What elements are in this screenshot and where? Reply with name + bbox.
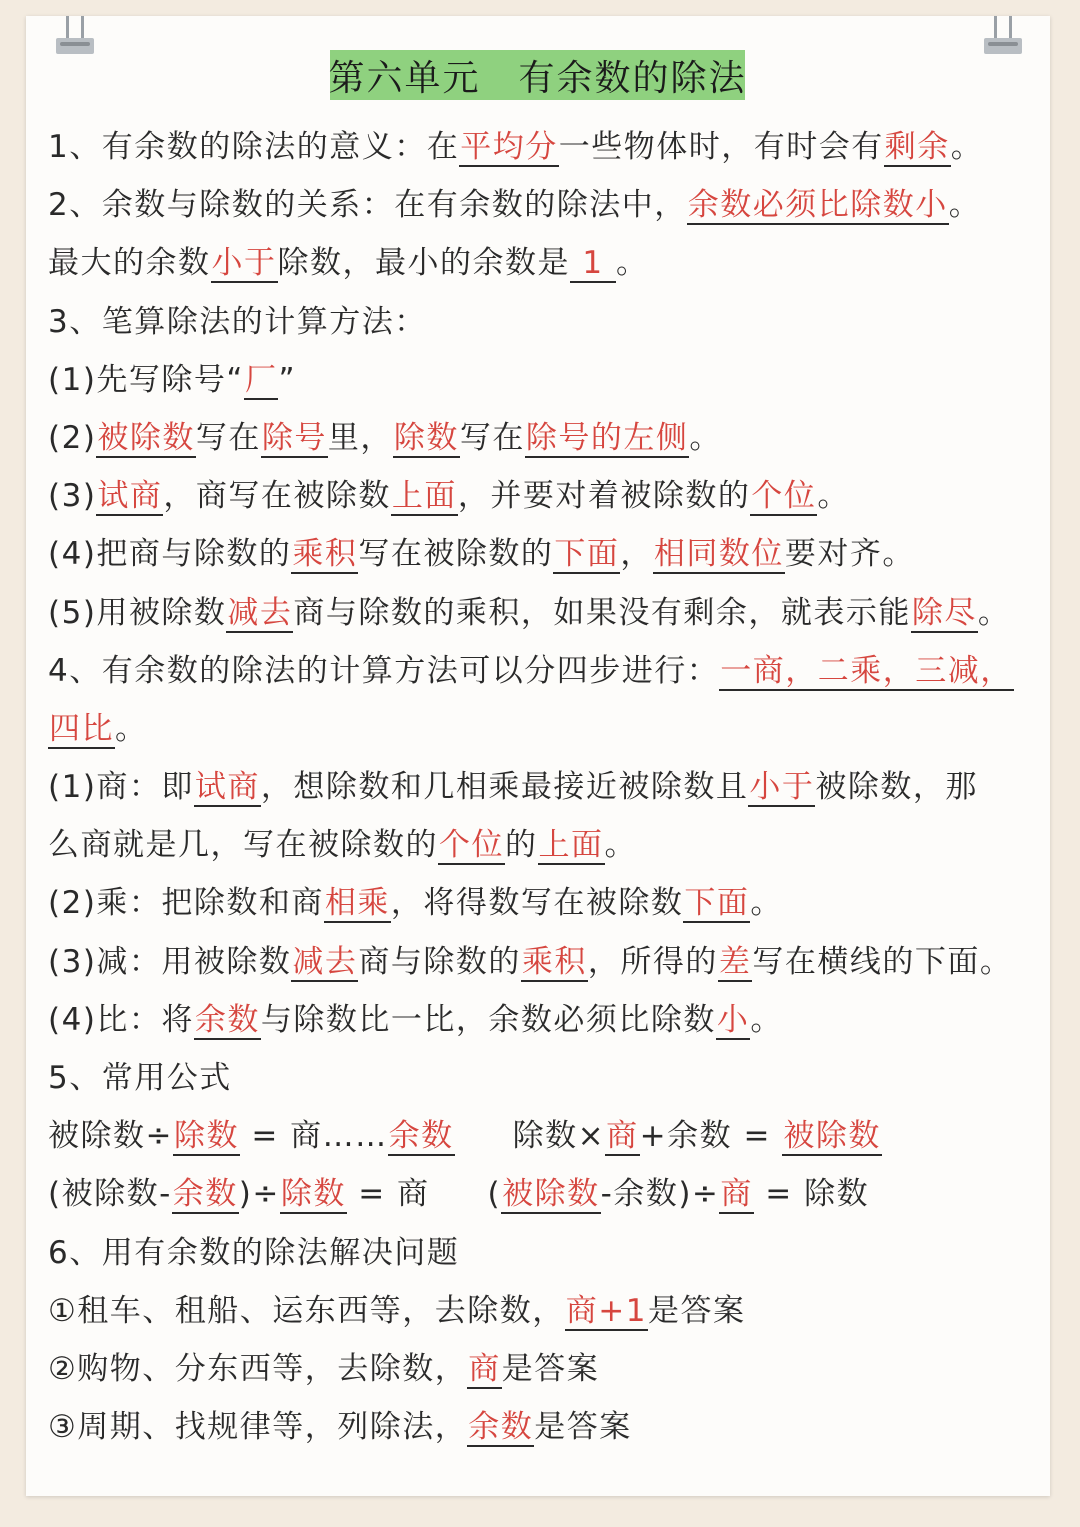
fill-in-answer: 除号 bbox=[261, 419, 327, 456]
note-text: (2) bbox=[48, 419, 97, 456]
note-text: 写在 bbox=[459, 419, 525, 456]
note-text: ③周期、找规律等，列除法， bbox=[48, 1409, 468, 1446]
fill-in-answer: 试商 bbox=[194, 769, 260, 806]
fill-in-answer: 相乘 bbox=[324, 885, 390, 922]
note-line bbox=[48, 816, 1053, 874]
note-text: 。 bbox=[817, 478, 850, 515]
note-text: 6、用有余数的除法解决问题 bbox=[48, 1234, 460, 1271]
note-text: = 商 bbox=[346, 1176, 430, 1213]
note-line bbox=[48, 1165, 1053, 1223]
note-text: 除数，最小的余数是 bbox=[277, 245, 570, 282]
note-line bbox=[48, 642, 1053, 700]
note-text: 与除数比一比，余数必须比除数 bbox=[260, 1001, 716, 1038]
fill-in-answer: 个位 bbox=[751, 478, 817, 515]
fill-in-answer: 商 bbox=[606, 1118, 639, 1155]
note-text: (3) bbox=[48, 478, 97, 515]
fill-in-answer: 试商 bbox=[97, 478, 163, 515]
notes-body bbox=[48, 118, 1053, 1456]
note-text: 。 bbox=[604, 827, 637, 864]
note-text: 里， bbox=[327, 419, 393, 456]
fill-in-answer: 被除数 bbox=[97, 419, 195, 456]
note-line bbox=[48, 584, 1053, 642]
fill-in-answer: 乘积 bbox=[292, 536, 358, 573]
fill-in-answer: 商+1 bbox=[565, 1292, 647, 1329]
fill-in-answer: 下面 bbox=[684, 885, 750, 922]
note-text: -余数)÷ bbox=[600, 1176, 720, 1213]
note-line bbox=[48, 700, 1053, 758]
fill-in-answer: 厂 bbox=[244, 361, 278, 398]
note-text: ” bbox=[278, 361, 297, 398]
note-text: 。 bbox=[115, 710, 148, 747]
note-line bbox=[48, 118, 1053, 176]
note-line bbox=[48, 758, 1053, 816]
note-line bbox=[48, 351, 1053, 409]
note-text: 的 bbox=[505, 827, 538, 864]
note-text: = 除数 bbox=[753, 1176, 870, 1213]
note-text: +余数 = bbox=[639, 1118, 783, 1155]
fill-in-answer: 被除数 bbox=[502, 1176, 600, 1213]
note-text: 被除数，那 bbox=[815, 769, 978, 806]
note-text: (3)减：用被除数 bbox=[48, 943, 292, 980]
note-text: ，将得数写在被除数 bbox=[390, 885, 684, 922]
fill-in-answer: 商 bbox=[468, 1350, 501, 1387]
fill-in-answer: 上面 bbox=[538, 827, 604, 864]
fill-in-answer: 个位 bbox=[439, 827, 504, 864]
note-text: ，商写在被除数 bbox=[163, 478, 391, 515]
fill-in-answer: 相同数位 bbox=[653, 536, 784, 573]
note-text: 是答案 bbox=[501, 1350, 600, 1387]
note-text: (1)先写除号“ bbox=[48, 361, 244, 398]
note-text: )÷ bbox=[238, 1176, 280, 1213]
fill-in-answer: 被除数 bbox=[783, 1118, 881, 1155]
note-text: ，所得的 bbox=[587, 943, 718, 980]
note-text: 。 bbox=[615, 245, 649, 282]
note-text: ①租车、租船、运东西等，去除数， bbox=[48, 1292, 565, 1329]
fill-in-answer: 小于 bbox=[749, 769, 815, 806]
fill-in-answer: 余数 bbox=[172, 1176, 238, 1213]
fill-in-answer: 余数 bbox=[468, 1409, 534, 1446]
note-text: 是答案 bbox=[534, 1409, 632, 1446]
note-text: ②购物、分东西等，去除数， bbox=[48, 1350, 468, 1387]
note-text: 写在被除数的 bbox=[358, 536, 554, 573]
note-line bbox=[48, 234, 1053, 292]
note-line bbox=[48, 525, 1053, 583]
note-line bbox=[48, 933, 1053, 991]
note-text: 。 bbox=[750, 1001, 783, 1038]
note-text: 2、余数与除数的关系：在有余数的除法中， bbox=[48, 187, 687, 224]
fill-in-answer: 除数 bbox=[280, 1176, 346, 1213]
note-text: ， bbox=[620, 536, 653, 573]
note-text: (2)乘：把除数和商 bbox=[48, 885, 324, 922]
note-line bbox=[48, 409, 1053, 467]
note-line bbox=[48, 991, 1053, 1049]
fill-in-answer: 余数必须比除数小 bbox=[687, 187, 948, 224]
fill-in-answer: 1 bbox=[571, 245, 615, 282]
fill-in-answer: 除尽 bbox=[911, 594, 977, 631]
fill-in-answer: 除数 bbox=[393, 419, 459, 456]
note-text: 除数× bbox=[512, 1118, 606, 1155]
note-text: 是答案 bbox=[648, 1292, 746, 1329]
note-text: 。 bbox=[750, 885, 783, 922]
note-text: 1、有余数的除法的意义：在 bbox=[48, 129, 460, 165]
fill-in-answer: 乘积 bbox=[521, 943, 587, 980]
note-text: = 商…… bbox=[239, 1118, 388, 1155]
note-text: 。 bbox=[689, 419, 722, 456]
note-text: (被除数- bbox=[48, 1176, 172, 1213]
fill-in-answer: 余数 bbox=[388, 1118, 454, 1155]
binder-clip-icon bbox=[984, 16, 1022, 56]
note-line bbox=[48, 1398, 1053, 1456]
note-line bbox=[48, 1340, 1053, 1398]
binder-clip-icon bbox=[56, 16, 94, 56]
note-text: (4)比：将 bbox=[48, 1001, 194, 1038]
fill-in-answer: 余数 bbox=[194, 1001, 260, 1038]
note-text: 一些物体时，有时会有 bbox=[558, 129, 884, 165]
note-text: 么商就是几，写在被除数的 bbox=[48, 827, 438, 864]
fill-in-answer: 减去 bbox=[227, 594, 293, 631]
note-text: 被除数÷ bbox=[48, 1118, 173, 1155]
note-text: 。 bbox=[948, 187, 982, 224]
fill-in-answer: 下面 bbox=[554, 536, 620, 573]
note-text: 商与除数的乘积，如果没有剩余，就表示能 bbox=[293, 594, 911, 631]
fill-in-answer: 差 bbox=[718, 943, 752, 980]
fill-in-answer: 剩余 bbox=[884, 129, 950, 165]
note-line bbox=[48, 1282, 1053, 1340]
note-text: (1)商：即 bbox=[48, 769, 194, 806]
fill-in-answer: 小于 bbox=[211, 245, 277, 282]
fill-in-answer: 商 bbox=[720, 1176, 753, 1213]
note-line bbox=[48, 1224, 1053, 1282]
fill-in-answer: 除数 bbox=[173, 1118, 239, 1155]
note-line bbox=[48, 467, 1053, 525]
note-text: 。 bbox=[977, 594, 1011, 631]
note-line bbox=[48, 176, 1053, 234]
note-text: 3、笔算除法的计算方法： bbox=[48, 303, 427, 340]
note-text: 要对齐。 bbox=[784, 536, 915, 573]
note-text: 最大的余数 bbox=[48, 245, 211, 282]
note-line bbox=[48, 874, 1053, 932]
note-text: 写在 bbox=[195, 419, 261, 456]
note-text: 4、有余数的除法的计算方法可以分四步进行： bbox=[48, 652, 720, 689]
fill-in-answer: 除号的左侧 bbox=[525, 419, 689, 456]
fill-in-answer: 上面 bbox=[391, 478, 457, 515]
note-line bbox=[48, 293, 1053, 351]
note-line bbox=[48, 1049, 1053, 1107]
note-text: 5、常用公式 bbox=[48, 1060, 232, 1096]
note-text: ，并要对着被除数的 bbox=[457, 478, 751, 515]
note-text: 写在横线的下面。 bbox=[752, 943, 1013, 980]
fill-in-answer: 四比 bbox=[49, 710, 114, 747]
note-text: ，想除数和几相乘最接近被除数且 bbox=[260, 769, 749, 806]
note-line bbox=[48, 1107, 1053, 1165]
note-text: ( bbox=[487, 1176, 502, 1213]
note-text: (4)把商与除数的 bbox=[48, 536, 292, 573]
note-text: (5)用被除数 bbox=[48, 594, 227, 631]
note-text: 。 bbox=[950, 129, 984, 165]
fill-in-answer: 平均分 bbox=[460, 129, 558, 165]
page-title: 第六单元 有余数的除法 bbox=[330, 50, 745, 100]
fill-in-answer: 减去 bbox=[292, 943, 358, 980]
fill-in-answer: 一商，二乘，三减， bbox=[720, 652, 1013, 689]
note-text: 商与除数的 bbox=[358, 943, 521, 980]
fill-in-answer: 小 bbox=[716, 1001, 750, 1038]
